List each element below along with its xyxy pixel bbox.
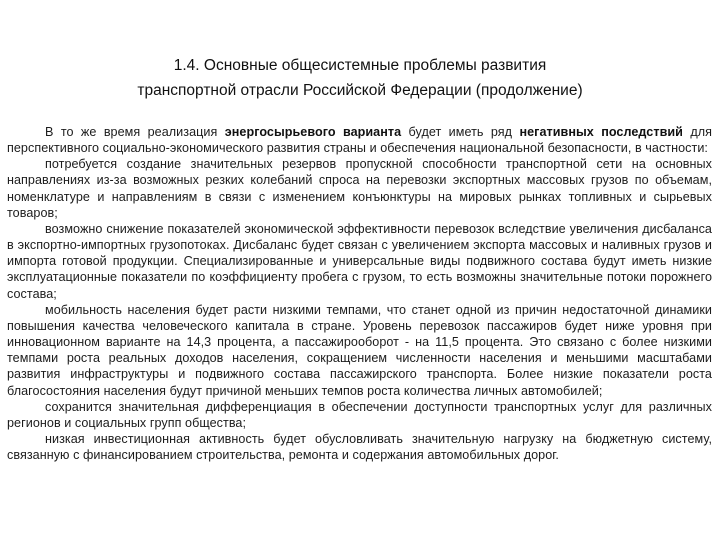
intro-text-2: будет иметь ряд — [401, 125, 520, 139]
paragraph-differentiation: сохранится значительная дифференциация в обеспечении доступности транспортных услуг для различных регионов и социальных групп общества; — [7, 399, 712, 430]
paragraph-mobility: мобильность населения будет расти низкими темпами, что станет одной из причин недостаточной динамики повышения качества человеческого капитала в стране. Уровень перевозок пассажиров будет ниже уровня при инновационном варианте на 14,3 процента, а пассажирооборот - на 11,5 процента. Это связано с более низкими темпами роста реальных доходов населения, сокращением численности населения и меньшими масштабами развития инфраструктуры и подвижного состава пассажирского транспорта. Более низкие показатели роста благосостояния населения будут причиной меньших темпов роста количества личных автомобилей; — [7, 302, 712, 398]
title-line-1: 1.4. Основные общесистемные проблемы развития — [173, 57, 547, 74]
paragraph-intro — [7, 124, 712, 156]
intro-bold-energy-variant: энергосырьевого варианта — [224, 125, 402, 139]
intro-text-3: для перспективного социально-экономического развития страны и обеспечения национальной безопасности, в частности: — [7, 125, 712, 156]
page-title — [60, 53, 660, 103]
title-line-2: транспортной отрасли Российской Федерации (продолжение) — [137, 82, 583, 99]
paragraph-reserves: потребуется создание значительных резервов пропускной способности транспортной сети на основных направлениях из-за возможных резких колебаний спроса на перевозки экспортных массовых грузов по объемам, номенклатуре и направлениям в связи с изменением конъюнктуры на мировых рынках топливных и сырьевых товаров; — [7, 157, 712, 220]
body-text — [7, 124, 712, 463]
paragraph-investment: низкая инвестиционная активность будет обусловливать значительную нагрузку на бюджетную систему, связанную с финансированием строительства, ремонта и содержания автомобильных дорог. — [7, 431, 712, 463]
paragraph-efficiency: возможно снижение показателей экономической эффективности перевозок вследствие увеличения дисбаланса в экспортно-импортных грузопотоках. Дисбаланс будет связан с увеличением экспорта массовых и наливных грузов и импорта готовой продукции. Специализированные и универсальные виды подвижного состава будут иметь низкие эксплуатационные показатели по коэффициенту пробега с грузом, то есть возможны значительные потоки порожнего состава; — [7, 221, 712, 301]
intro-bold-negative-consequences: негативных последствий — [519, 125, 683, 139]
intro-text-1: В то же время реализация — [45, 125, 225, 139]
